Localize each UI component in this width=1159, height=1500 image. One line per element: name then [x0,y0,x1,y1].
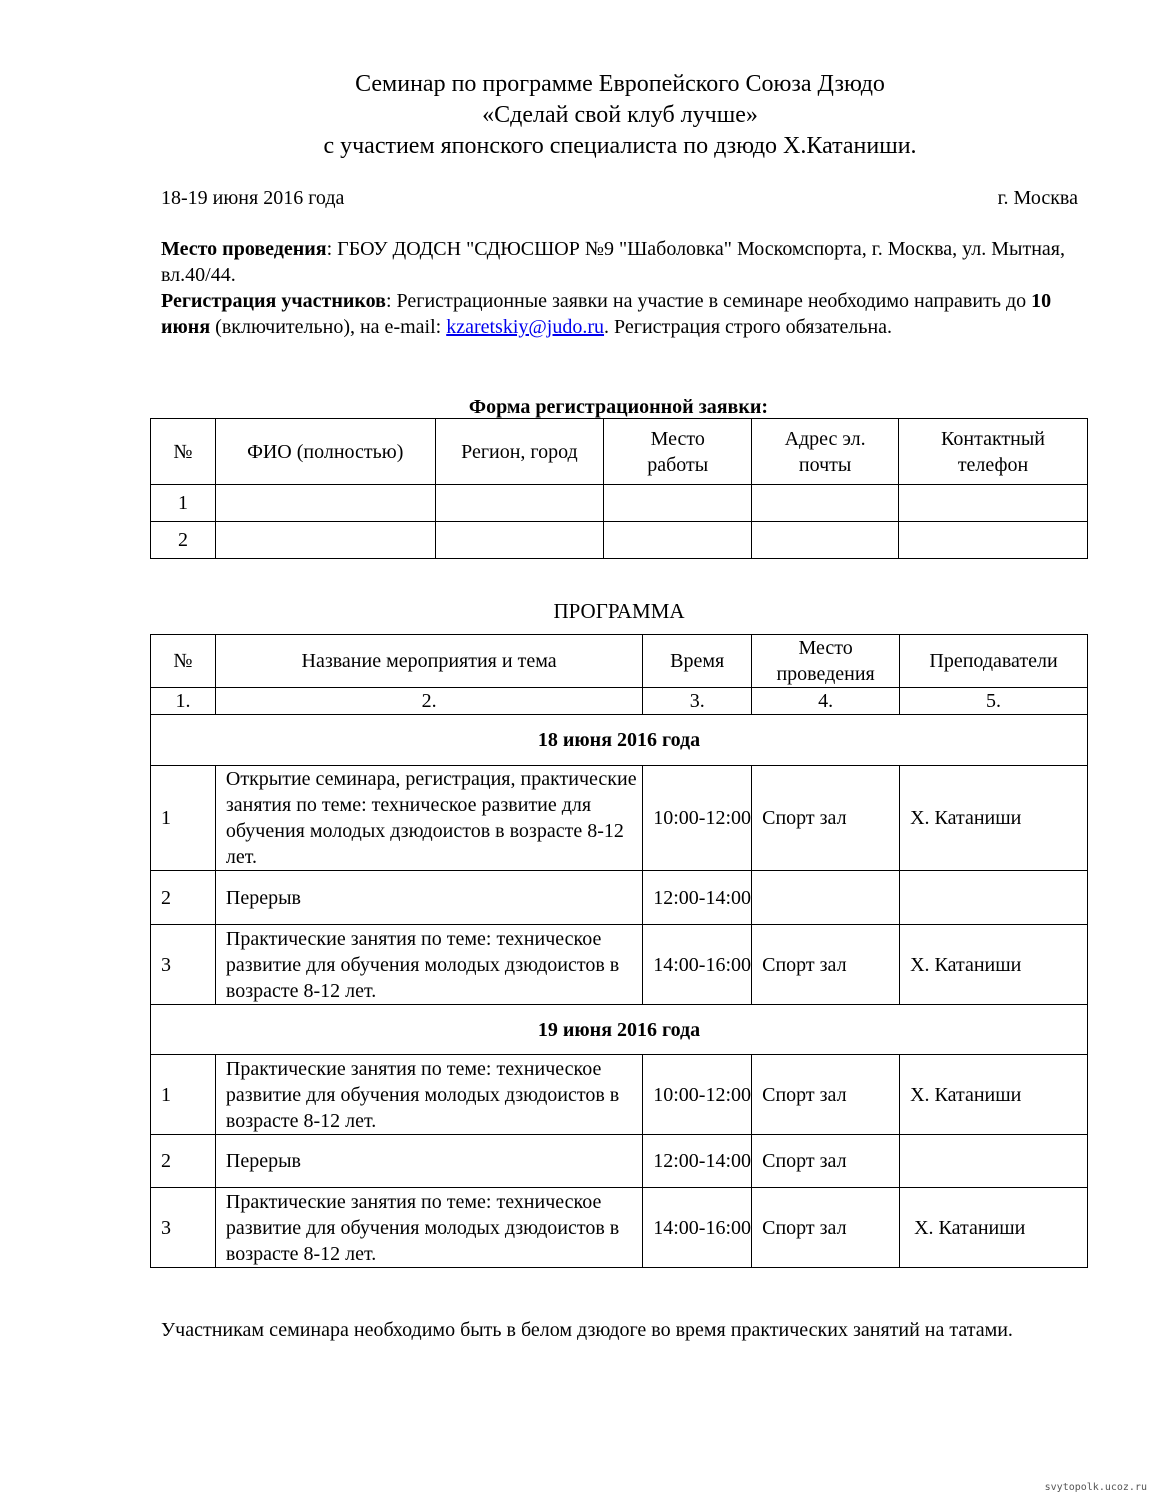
date-line [161,185,1078,211]
form-header-row [151,419,1088,485]
registration-deadline: 10 июня [161,290,1052,338]
form-cell[interactable] [435,485,604,522]
form-cell[interactable] [899,485,1088,522]
event-teacher: Х. Катаниши [900,766,1088,871]
event-date: 18-19 июня 2016 года [161,187,345,209]
program-header-cell: Преподаватели [900,635,1088,688]
event-place: Спорт зал [752,1188,900,1268]
numbering-cell: 4. [752,688,900,715]
program-header-cell: № [151,635,216,688]
event-city: г. Москва [997,187,1078,209]
program-row [151,925,1088,1005]
event-time: 12:00-14:00 [643,1135,752,1188]
program-title: ПРОГРАММА [553,599,685,623]
form-cell[interactable] [604,485,752,522]
form-row [151,522,1088,559]
row-number: 2 [151,871,216,925]
form-header-cell: Контактный телефон [899,419,1088,485]
row-number: 2 [151,1135,216,1188]
numbering-cell: 5. [900,688,1088,715]
event-name: Практические занятия по теме: техническое развитие для обучения молодых дзюдоистов в возрасте 8-12 лет. [215,925,642,1005]
event-teacher [900,1135,1088,1188]
form-header-cell: Адрес эл. почты [752,419,899,485]
document-title [0,69,1159,162]
event-place: Спорт зал [752,766,900,871]
event-teacher [900,871,1088,925]
event-name: Практические занятия по теме: техническое развитие для обучения молодых дзюдоистов в возрасте 8-12 лет. [215,1055,642,1135]
row-number: 1 [151,766,216,871]
event-place [752,871,900,925]
venue-label: Место проведения [161,238,327,260]
watermark: svytopolk.ucoz.ru [1044,1482,1147,1493]
email-link[interactable]: kzaretskiy@judo.ru [446,316,605,338]
row-number: 3 [151,1188,216,1268]
day-header-row [151,715,1088,766]
day-header-row [151,1005,1088,1055]
form-cell[interactable] [752,522,899,559]
registration-label: Регистрация участников [161,290,386,312]
form-cell[interactable] [435,522,604,559]
venue-text: : ГБОУ ДОДСН "СДЮСШОР №9 "Шаболовка" Москомспорта, г. Москва, ул. Мытная, вл.40/44. [161,238,1065,286]
form-cell[interactable] [604,522,752,559]
program-header-cell: Место проведения [752,635,900,688]
form-header-cell: ФИО (полностью) [215,419,435,485]
row-number: 1 [151,1055,216,1135]
program-row [151,1188,1088,1268]
event-name: Перерыв [215,1135,642,1188]
program-numbering-row [151,688,1088,715]
registration-text-2: (включительно), на e-mail: [210,316,447,338]
program-header-cell: Название мероприятия и тема [215,635,642,688]
form-cell[interactable] [215,485,435,522]
form-row-number: 1 [151,485,216,522]
registration-form-table [150,418,1088,559]
event-teacher: Х. Катаниши [900,925,1088,1005]
event-time: 10:00-12:00 [643,766,752,871]
event-time: 12:00-14:00 [643,871,752,925]
form-cell[interactable] [899,522,1088,559]
event-place: Спорт зал [752,1135,900,1188]
program-header-row [151,635,1088,688]
event-time: 14:00-16:00 [643,1188,752,1268]
numbering-cell: 1. [151,688,216,715]
row-number: 3 [151,925,216,1005]
event-name: Перерыв [215,871,642,925]
day-title: 19 июня 2016 года [151,1005,1088,1055]
event-place: Спорт зал [752,1055,900,1135]
registration-paragraph [161,288,1091,340]
event-teacher: Х. Катаниши [900,1188,1088,1268]
event-place: Спорт зал [752,925,900,1005]
form-header-cell: № [151,419,216,485]
title-line-2: «Сделай свой клуб лучше» [482,102,758,128]
footer-note: Участникам семинара необходимо быть в белом дзюдоге во время практических занятий на татами. [161,1319,1013,1341]
program-row [151,871,1088,925]
venue-paragraph [161,236,1091,288]
form-header-cell: Место работы [604,419,752,485]
form-row-number: 2 [151,522,216,559]
title-line-3: с участием японского специалиста по дзюдо Х.Катаниши. [323,133,917,159]
program-header-cell: Время [643,635,752,688]
form-cell[interactable] [215,522,435,559]
numbering-cell: 2. [215,688,642,715]
event-time: 10:00-12:00 [643,1055,752,1135]
form-title: Форма регистрационной заявки: [468,396,769,418]
program-table [150,634,1088,1268]
numbering-cell: 3. [643,688,752,715]
event-teacher: Х. Катаниши [900,1055,1088,1135]
title-line-1: Семинар по программе Европейского Союза Дзюдо [355,71,885,97]
event-name: Открытие семинара, регистрация, практические занятия по теме: техническое развитие для обучения молодых дзюдоистов в возрасте 8-12 лет. [215,766,642,871]
event-time: 14:00-16:00 [643,925,752,1005]
program-row [151,1135,1088,1188]
program-row [151,1055,1088,1135]
form-header-cell: Регион, город [435,419,604,485]
event-info [161,236,1091,340]
registration-text-1: : Регистрационные заявки на участие в семинаре необходимо направить до [385,290,1032,312]
form-cell[interactable] [752,485,899,522]
registration-text-3: . Регистрация строго обязательна. [604,316,893,338]
form-row [151,485,1088,522]
program-row [151,766,1088,871]
day-title: 18 июня 2016 года [151,715,1088,766]
event-name: Практические занятия по теме: техническое развитие для обучения молодых дзюдоистов в возрасте 8-12 лет. [215,1188,642,1268]
